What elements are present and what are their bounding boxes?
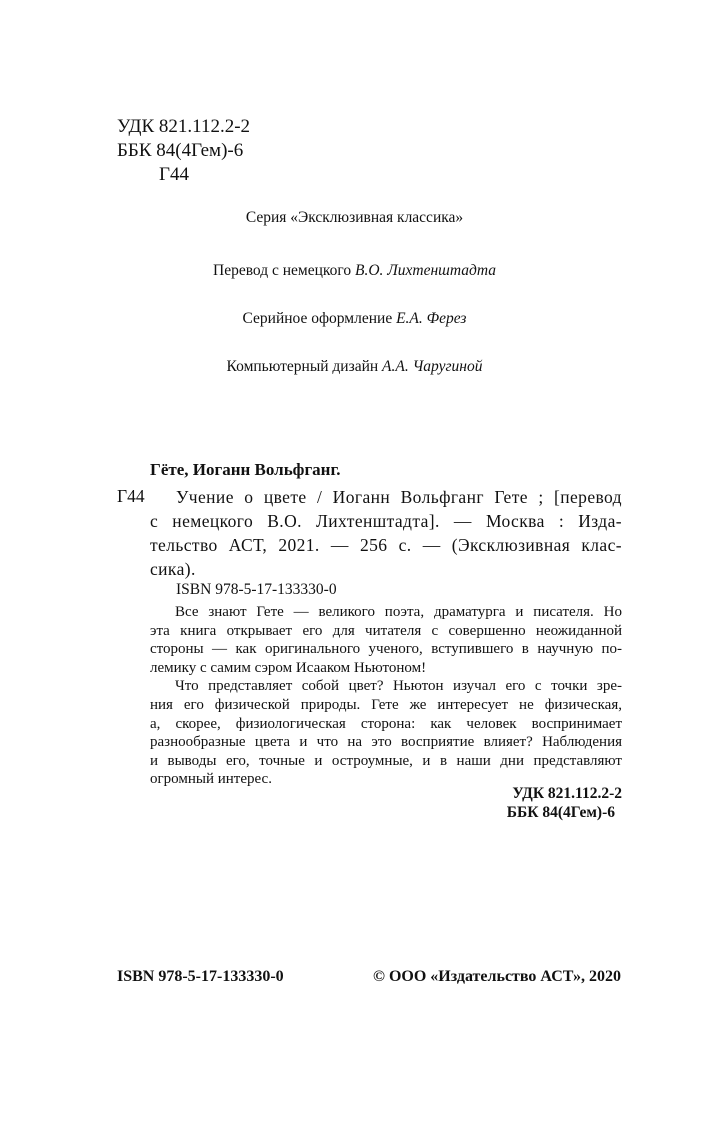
footer-copyright: © ООО «Издательство АСТ», 2020 — [372, 968, 621, 985]
record-isbn: ISBN 978-5-17-133330-0 — [176, 581, 337, 598]
design-label: Серийное оформление — [242, 310, 393, 327]
computer-design-label: Компьютерный дизайн — [226, 358, 379, 375]
annotation-line: разнообразные цвета и что на это восприятие влияет? Наблюдения — [150, 734, 622, 751]
annotation-line: Все знают Гете — великого поэта, драматурга и писателя. Но — [175, 604, 622, 620]
record-author: Гёте, Иоганн Вольфганг. — [150, 460, 341, 479]
annotation-line: и выводы его, точные и остроумные, и в наши дни представляют — [150, 752, 622, 769]
annotation-line: Что представляет собой цвет? Ньютон изучал его с точки зре- — [175, 678, 622, 695]
annotation-line: стороны — как оригинального ученого, вступившего в научную по- — [150, 641, 622, 658]
codes-block — [507, 784, 622, 822]
bbk-code-bold: ББК 84(4Гем)-6 — [506, 804, 615, 821]
translation-label: Перевод с немецкого — [213, 262, 352, 279]
computer-design-line — [0, 358, 709, 376]
author-mark: Г44 — [159, 164, 189, 185]
record-line: тельство АСТ, 2021. — 256 с. — (Эксклюзивная клас- — [150, 535, 622, 555]
record-line: Учение о цвете / Иоганн Вольфганг Гете ; [перевод — [176, 487, 622, 507]
udk-code-bold: УДК 821.112.2-2 — [512, 785, 622, 802]
record-description — [150, 485, 622, 581]
udk-code: УДК 821.112.2-2 — [117, 116, 251, 137]
design-line — [0, 310, 709, 328]
series-line: Серия «Эксклюзивная классика» — [245, 209, 464, 226]
annotation-line: огромный интерес. — [150, 771, 272, 788]
translator-name: В.О. Лихтенштадта — [355, 262, 496, 279]
record-code: Г44 — [117, 486, 145, 506]
annotation-line: эта книга открывает его для читателя с совершенно неожиданной — [150, 622, 622, 639]
designer-name: Е.А. Ферез — [396, 310, 467, 327]
footer-isbn: ISBN 978-5-17-133330-0 — [117, 968, 284, 985]
record-line: с немецкого В.О. Лихтенштадта]. — Москва : Изда- — [150, 511, 622, 531]
translation-line — [0, 262, 709, 280]
annotation-line: лемику с самим сэром Исааком Ньютоном! — [150, 659, 427, 676]
annotation-line: ния его физической природы. Гете же интересует не физическая, — [150, 696, 622, 713]
bbk-code: ББК 84(4Гем)-6 — [117, 140, 244, 161]
annotation-line: а, скорее, физиологическая сторона: как человек воспринимает — [150, 715, 622, 732]
record-line: сика). — [150, 559, 196, 579]
annotation — [150, 603, 622, 789]
computer-designer-name: А.А. Чаругиной — [382, 358, 483, 375]
